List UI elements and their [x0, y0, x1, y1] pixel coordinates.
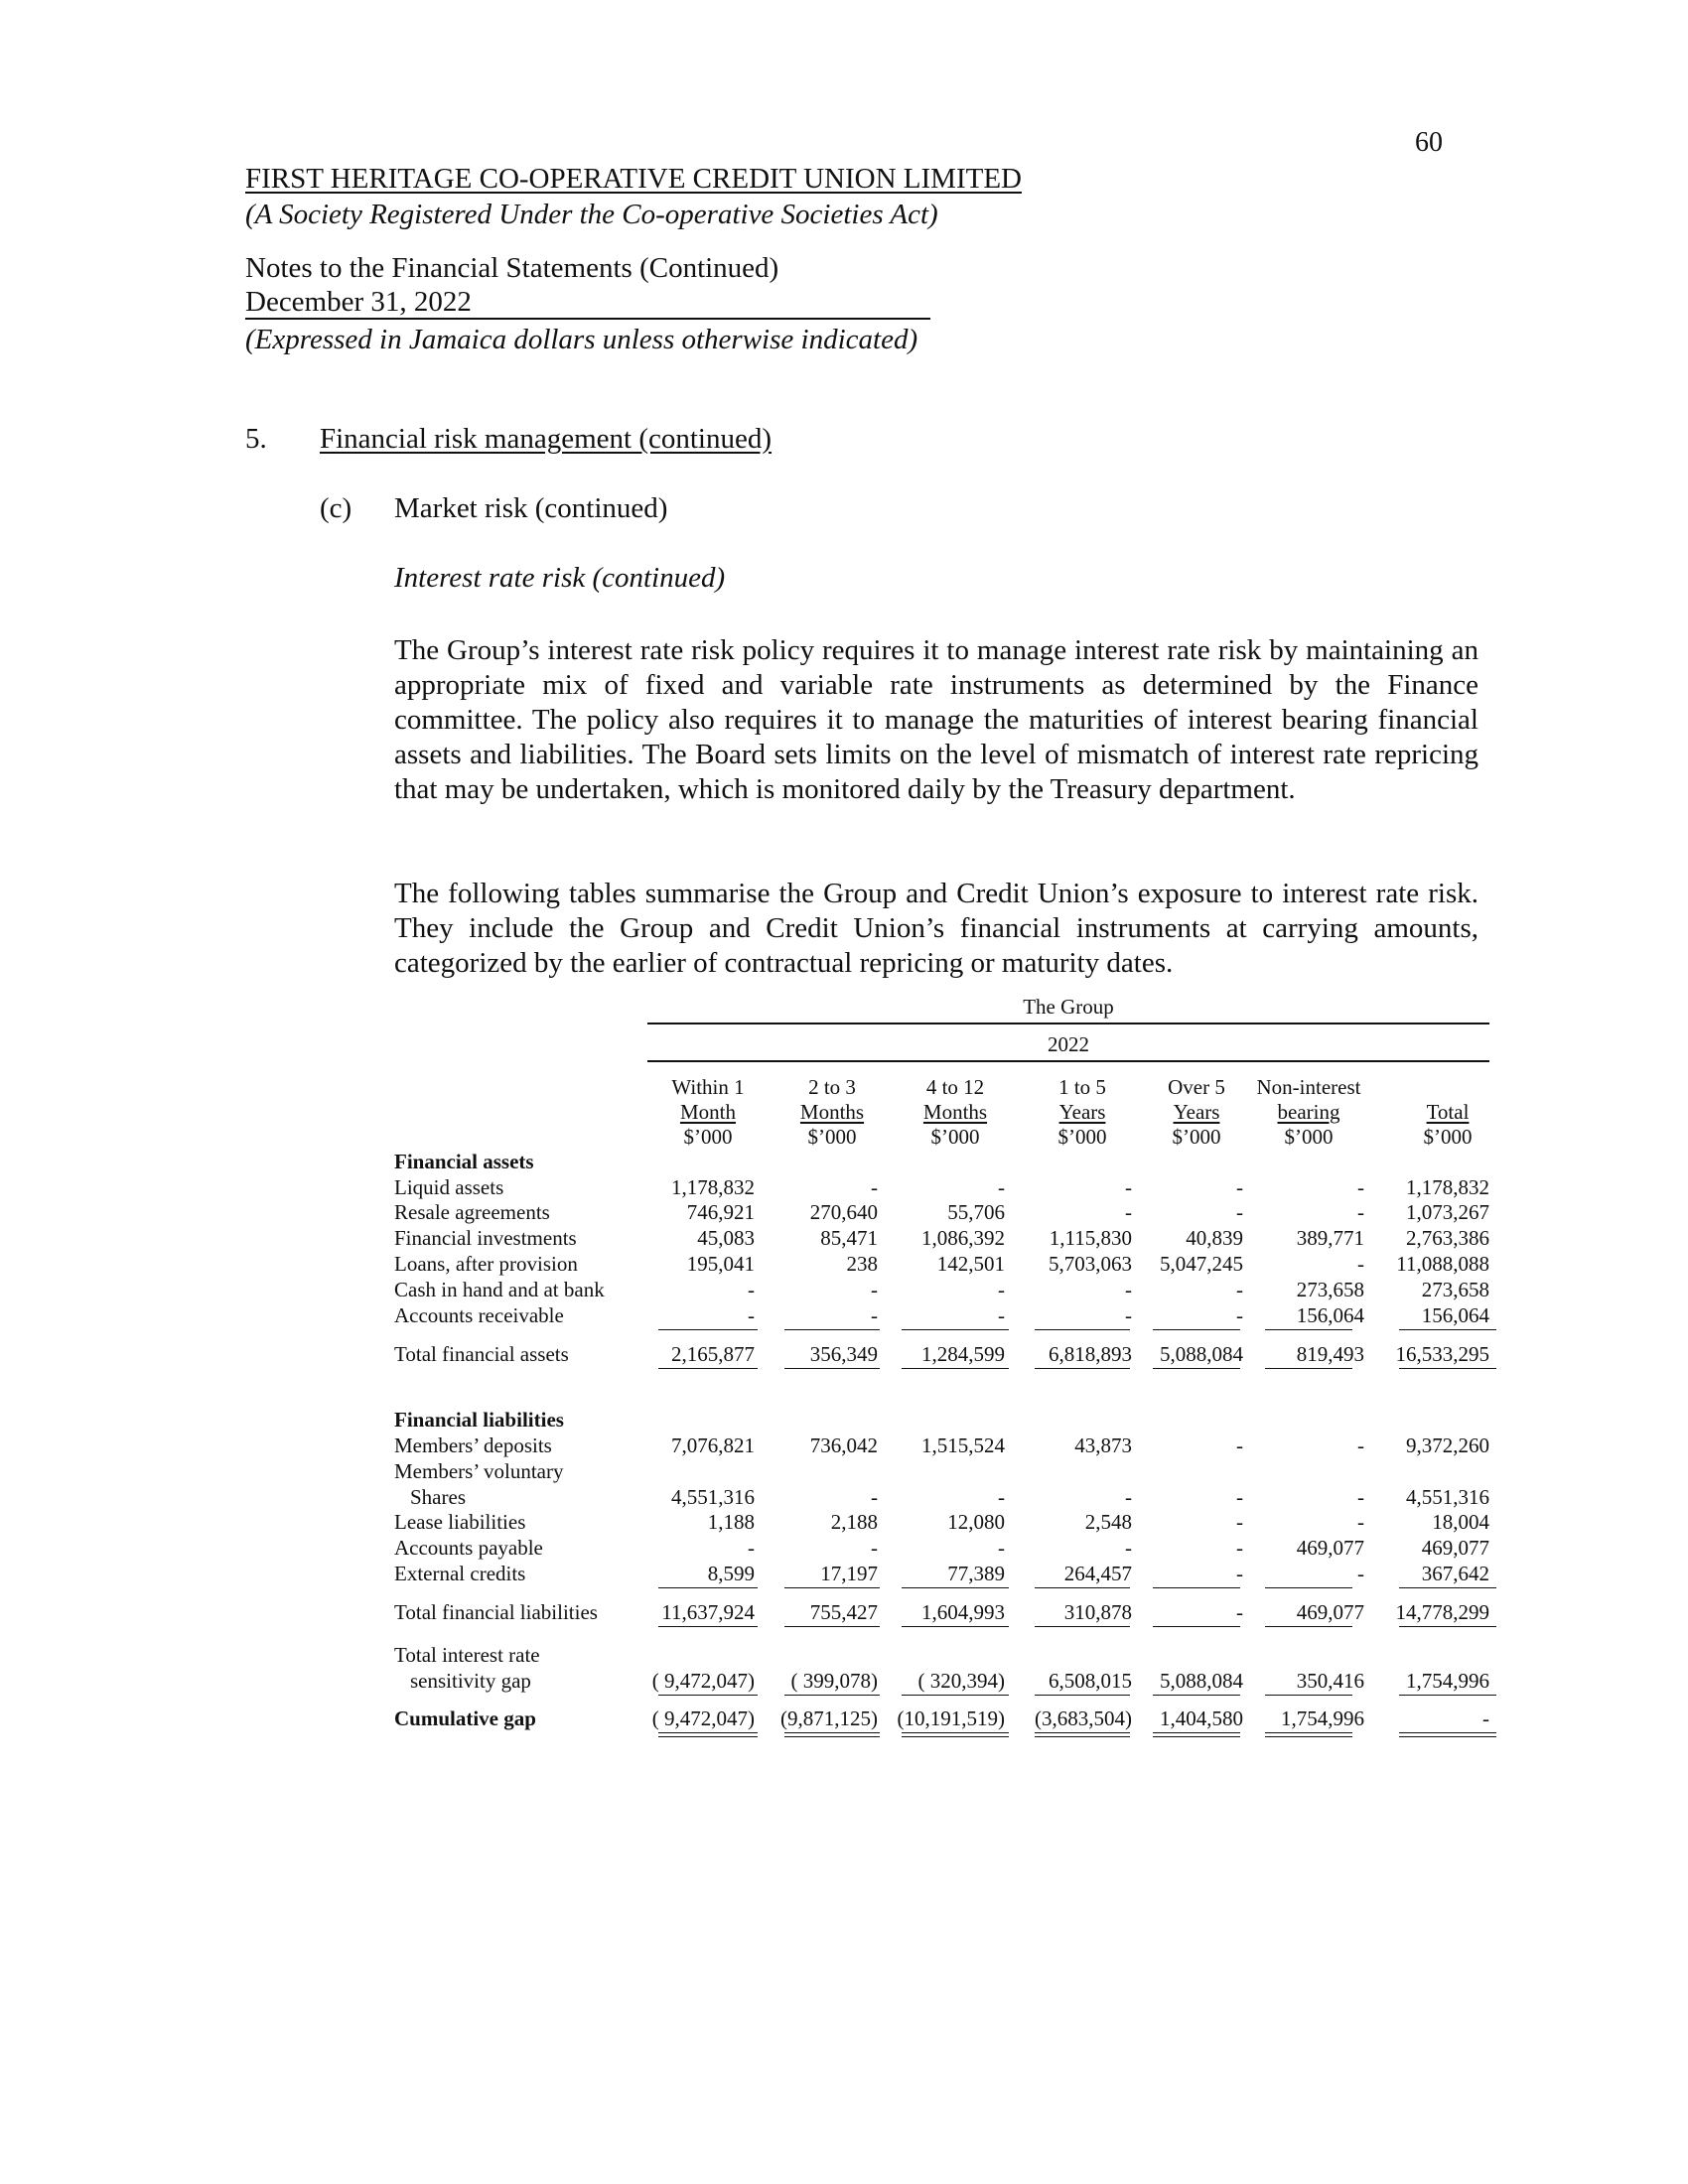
cumulative-gap-underline: [1035, 1732, 1130, 1733]
asset-row-col-5: -: [1236, 1175, 1243, 1199]
column-header-line1: 1 to 5: [1058, 1075, 1106, 1099]
total-assets-underline: [784, 1368, 880, 1369]
cumulative-gap-underline: [658, 1732, 758, 1733]
column-header-line1: Within 1: [671, 1075, 745, 1099]
asset-row-col-6: -: [1357, 1252, 1364, 1276]
liability-row-col-6: -: [1357, 1485, 1364, 1509]
gap-col-6: 350,416: [1296, 1669, 1364, 1693]
page-number: 60: [1415, 127, 1443, 158]
gap-underline: [1035, 1695, 1130, 1696]
liability-row-label: Lease liabilities: [394, 1510, 526, 1534]
liability-row-label: Shares: [410, 1485, 466, 1509]
liability-row-col-7: 4,551,316: [1406, 1485, 1489, 1509]
asset-row-col-6: 156,064: [1296, 1303, 1364, 1327]
asset-row-col-6: -: [1357, 1200, 1364, 1224]
column-header-line1: Non-interest: [1256, 1075, 1361, 1099]
cumulative-gap-underline: [1399, 1732, 1496, 1733]
total-liabilities-underline: [1265, 1626, 1352, 1627]
liability-row-col-2: 17,197: [820, 1562, 878, 1585]
liability-row-col-4: 43,873: [1074, 1433, 1132, 1457]
asset-row-col-3: -: [998, 1175, 1005, 1199]
liability-row-col-5: -: [1236, 1536, 1243, 1560]
tables-intro-paragraph: The following tables summarise the Group and Credit Union’s exposure to interest rate risk. They include the Group and Credit Union’s financial instruments at carrying amounts, categorized by the earlier of contractual repricing or maturity dates.: [394, 878, 1478, 979]
asset-row-col-6: 273,658: [1296, 1278, 1364, 1301]
liability-row-col-2: 736,042: [809, 1433, 878, 1457]
subsection-title: Market risk (continued): [394, 492, 668, 524]
liability-row-col-7: 469,077: [1421, 1536, 1489, 1560]
cumulative-gap-underline: [902, 1732, 1009, 1733]
year-rule: [647, 1060, 1489, 1062]
cumulative-gap-double-underline: [1035, 1736, 1130, 1737]
liability-row-col-3: -: [998, 1536, 1005, 1560]
cumulative-gap-double-underline: [784, 1736, 880, 1737]
asset-row-col-5: -: [1236, 1200, 1243, 1224]
liability-row-col-4: 2,548: [1084, 1510, 1132, 1534]
asset-row-col-6: -: [1357, 1175, 1364, 1199]
total-liabilities-underline: [658, 1626, 758, 1627]
liability-row-col-6: -: [1357, 1510, 1364, 1534]
asset-row-col-7: 1,178,832: [1406, 1175, 1489, 1199]
liability-row-col-1: -: [748, 1536, 755, 1560]
asset-row-col-2: -: [871, 1303, 878, 1327]
column-header-line2: Years: [1173, 1100, 1220, 1124]
liabilities-heading: Financial liabilities: [394, 1408, 564, 1432]
total-assets-col-5: 5,088,084: [1160, 1342, 1243, 1366]
total-liabilities-col-1: 11,637,924: [661, 1600, 755, 1624]
cumulative-gap-double-underline: [658, 1736, 758, 1737]
asset-row-col-7: 156,064: [1421, 1303, 1489, 1327]
liability-row-label: Members’ voluntary: [394, 1459, 564, 1483]
entity-rule: [647, 1023, 1489, 1024]
asset-row-label: Loans, after provision: [394, 1252, 578, 1276]
liabilities-subtotal-underline: [658, 1587, 758, 1588]
column-header-unit: $’000: [1172, 1125, 1221, 1149]
assets-subtotal-underline: [1265, 1329, 1352, 1330]
liability-row-col-4: -: [1125, 1485, 1132, 1509]
liability-row-col-6: -: [1357, 1433, 1364, 1457]
asset-row-col-7: 2,763,386: [1406, 1226, 1489, 1250]
column-header-unit: $’000: [930, 1125, 980, 1149]
assets-subtotal-underline: [784, 1329, 880, 1330]
asset-row-col-3: -: [998, 1303, 1005, 1327]
cumulative-gap-double-underline: [1399, 1736, 1496, 1737]
liability-row-col-3: 1,515,524: [921, 1433, 1005, 1457]
asset-row-label: Financial investments: [394, 1226, 577, 1250]
total-assets-underline: [1399, 1368, 1496, 1369]
cumulative-gap-double-underline: [1265, 1736, 1352, 1737]
gap-underline: [658, 1695, 758, 1696]
asset-row-col-3: 1,086,392: [921, 1226, 1005, 1250]
liabilities-subtotal-underline: [902, 1587, 1009, 1588]
total-liabilities-underline: [902, 1626, 1009, 1627]
column-header-unit: $’000: [1057, 1125, 1107, 1149]
asset-row-col-3: 55,706: [947, 1200, 1005, 1224]
gap-underline: [1265, 1695, 1352, 1696]
total-liabilities-col-2: 755,427: [809, 1600, 878, 1624]
liability-row-col-4: -: [1125, 1536, 1132, 1560]
asset-row-col-1: -: [748, 1303, 755, 1327]
column-header-unit: $’000: [1284, 1125, 1334, 1149]
column-header-line1: Over 5: [1168, 1075, 1225, 1099]
asset-row-col-5: -: [1236, 1278, 1243, 1301]
total-liabilities-label: Total financial liabilities: [394, 1600, 598, 1624]
total-liabilities-underline: [1399, 1626, 1496, 1627]
gap-label: sensitivity gap: [410, 1669, 531, 1693]
assets-heading: Financial assets: [394, 1150, 534, 1173]
subsection-letter: (c): [320, 492, 352, 524]
assets-subtotal-underline: [902, 1329, 1009, 1330]
total-assets-col-2: 356,349: [809, 1342, 878, 1366]
column-header-line2: Months: [799, 1100, 865, 1124]
cumulative-gap-underline: [1265, 1732, 1352, 1733]
asset-row-col-4: 1,115,830: [1049, 1226, 1132, 1250]
cumulative-gap-col-6: 1,754,996: [1281, 1706, 1364, 1730]
asset-row-col-2: 270,640: [809, 1200, 878, 1224]
liabilities-subtotal-underline: [784, 1587, 880, 1588]
gap-col-5: 5,088,084: [1160, 1669, 1243, 1693]
asset-row-col-2: -: [871, 1278, 878, 1301]
organization-name: FIRST HERITAGE CO-OPERATIVE CREDIT UNION LIMITED: [245, 163, 1022, 195]
asset-row-col-2: 238: [846, 1252, 878, 1276]
assets-subtotal-underline: [1035, 1329, 1130, 1330]
cumulative-gap-double-underline: [902, 1736, 1009, 1737]
asset-row-col-1: 45,083: [697, 1226, 755, 1250]
column-header-unit: $’000: [1423, 1125, 1473, 1149]
statement-date: December 31, 2022: [245, 286, 930, 320]
column-header-line1: 4 to 12: [925, 1075, 985, 1099]
cumulative-gap-col-7: -: [1482, 1706, 1489, 1730]
cumulative-gap-col-3: (10,191,519): [897, 1706, 1005, 1730]
liability-row-col-6: -: [1357, 1562, 1364, 1585]
liability-row-label: External credits: [394, 1562, 526, 1585]
asset-row-col-5: -: [1236, 1303, 1243, 1327]
liability-row-col-5: -: [1236, 1562, 1243, 1585]
total-assets-underline: [658, 1368, 758, 1369]
asset-row-col-2: -: [871, 1175, 878, 1199]
total-liabilities-underline: [1153, 1626, 1240, 1627]
asset-row-col-6: 389,771: [1296, 1226, 1364, 1250]
asset-row-col-7: 1,073,267: [1406, 1200, 1489, 1224]
table-entity-heading: The Group: [1023, 995, 1114, 1019]
asset-row-col-5: 40,839: [1186, 1226, 1243, 1250]
liability-row-col-3: 12,080: [947, 1510, 1005, 1534]
cumulative-gap-underline: [1153, 1732, 1240, 1733]
liability-row-col-2: 2,188: [830, 1510, 878, 1534]
liability-row-col-1: 7,076,821: [671, 1433, 755, 1457]
total-assets-col-1: 2,165,877: [671, 1342, 755, 1366]
liability-row-col-6: 469,077: [1296, 1536, 1364, 1560]
currency-note: (Expressed in Jamaica dollars unless otherwise indicated): [245, 324, 918, 355]
asset-row-col-4: -: [1125, 1278, 1132, 1301]
asset-row-col-5: 5,047,245: [1160, 1252, 1243, 1276]
total-assets-col-7: 16,533,295: [1395, 1342, 1489, 1366]
asset-row-label: Resale agreements: [394, 1200, 550, 1224]
total-liabilities-col-5: -: [1236, 1600, 1243, 1624]
column-header-line2: bearing: [1277, 1100, 1340, 1124]
liability-row-col-7: 9,372,260: [1406, 1433, 1489, 1457]
notes-title: Notes to the Financial Statements (Continued): [245, 252, 779, 284]
total-assets-underline: [1265, 1368, 1352, 1369]
asset-row-col-2: 85,471: [820, 1226, 878, 1250]
total-assets-underline: [902, 1368, 1009, 1369]
topic-heading: Interest rate risk (continued): [394, 562, 726, 594]
column-header-line2: Month: [679, 1100, 736, 1124]
liability-row-col-1: 1,188: [707, 1510, 755, 1534]
column-header-line2: Total: [1426, 1100, 1470, 1124]
total-liabilities-underline: [784, 1626, 880, 1627]
gap-col-3: ( 320,394): [917, 1669, 1005, 1693]
asset-row-col-4: 5,703,063: [1049, 1252, 1132, 1276]
asset-row-col-3: 142,501: [936, 1252, 1005, 1276]
cumulative-gap-double-underline: [1153, 1736, 1240, 1737]
asset-row-col-7: 273,658: [1421, 1278, 1489, 1301]
asset-row-col-4: -: [1125, 1200, 1132, 1224]
asset-row-label: Cash in hand and at bank: [394, 1278, 605, 1301]
gap-underline: [902, 1695, 1009, 1696]
section-title: Financial risk management (continued): [320, 423, 772, 455]
asset-row-label: Accounts receivable: [394, 1303, 564, 1327]
cumulative-gap-col-2: (9,871,125): [780, 1706, 878, 1730]
gap-col-1: ( 9,472,047): [651, 1669, 755, 1693]
asset-row-col-7: 11,088,088: [1396, 1252, 1489, 1276]
asset-row-col-4: -: [1125, 1175, 1132, 1199]
total-assets-underline: [1035, 1368, 1130, 1369]
total-liabilities-col-3: 1,604,993: [921, 1600, 1005, 1624]
liability-row-col-7: 18,004: [1432, 1510, 1489, 1534]
liability-row-label: Accounts payable: [394, 1536, 543, 1560]
assets-subtotal-underline: [1399, 1329, 1496, 1330]
asset-row-label: Liquid assets: [394, 1175, 504, 1199]
section-number: 5.: [245, 423, 267, 455]
cumulative-gap-col-4: (3,683,504): [1035, 1706, 1132, 1730]
total-assets-underline: [1153, 1368, 1240, 1369]
gap-underline: [1399, 1695, 1496, 1696]
assets-subtotal-underline: [1153, 1329, 1240, 1330]
liability-row-col-1: 8,599: [707, 1562, 755, 1585]
gap-underline: [1153, 1695, 1240, 1696]
asset-row-col-1: 1,178,832: [671, 1175, 755, 1199]
liabilities-subtotal-underline: [1035, 1587, 1130, 1588]
policy-paragraph: The Group’s interest rate risk policy requires it to manage interest rate risk by maintaining an appropriate mix of fixed and variable rate instruments as determined by the Finance committee. The policy also requires it to manage the maturities of interest bearing financial assets and liabilities. The Board sets limits on the level of mismatch of interest rate repricing that may be undertaken, which is monitored daily by the Treasury department.: [394, 634, 1478, 805]
assets-subtotal-underline: [658, 1329, 758, 1330]
column-header-line2: Years: [1058, 1100, 1106, 1124]
liability-row-col-3: -: [998, 1485, 1005, 1509]
liability-row-col-5: -: [1236, 1485, 1243, 1509]
total-assets-col-4: 6,818,893: [1049, 1342, 1132, 1366]
gap-col-4: 6,508,015: [1049, 1669, 1132, 1693]
cumulative-gap-col-1: ( 9,472,047): [651, 1706, 755, 1730]
asset-row-col-3: -: [998, 1278, 1005, 1301]
asset-row-col-1: -: [748, 1278, 755, 1301]
total-liabilities-underline: [1035, 1626, 1130, 1627]
liability-row-col-5: -: [1236, 1433, 1243, 1457]
gap-col-2: ( 399,078): [790, 1669, 878, 1693]
column-header-unit: $’000: [807, 1125, 857, 1149]
asset-row-col-4: -: [1125, 1303, 1132, 1327]
cumulative-gap-label: Cumulative gap: [394, 1706, 536, 1730]
gap-label-line1: Total interest rate: [394, 1643, 540, 1667]
column-header-line1: 2 to 3: [808, 1075, 856, 1099]
total-assets-col-3: 1,284,599: [921, 1342, 1005, 1366]
asset-row-col-1: 195,041: [686, 1252, 755, 1276]
liabilities-subtotal-underline: [1399, 1587, 1496, 1588]
liability-row-col-3: 77,389: [947, 1562, 1005, 1585]
liability-row-col-5: -: [1236, 1510, 1243, 1534]
liability-row-col-2: -: [871, 1485, 878, 1509]
cumulative-gap-col-5: 1,404,580: [1160, 1706, 1243, 1730]
liability-row-label: Members’ deposits: [394, 1433, 552, 1457]
cumulative-gap-underline: [784, 1732, 880, 1733]
liability-row-col-7: 367,642: [1421, 1562, 1489, 1585]
column-header-unit: $’000: [683, 1125, 733, 1149]
total-liabilities-col-7: 14,778,299: [1395, 1600, 1489, 1624]
liabilities-subtotal-underline: [1153, 1587, 1240, 1588]
gap-underline: [784, 1695, 880, 1696]
column-header-line2: Months: [922, 1100, 988, 1124]
gap-col-7: 1,754,996: [1406, 1669, 1489, 1693]
liability-row-col-4: 264,457: [1063, 1562, 1132, 1585]
total-liabilities-col-4: 310,878: [1063, 1600, 1132, 1624]
total-assets-label: Total financial assets: [394, 1342, 569, 1366]
liabilities-subtotal-underline: [1265, 1587, 1352, 1588]
total-assets-col-6: 819,493: [1296, 1342, 1364, 1366]
liability-row-col-2: -: [871, 1536, 878, 1560]
liability-row-col-1: 4,551,316: [671, 1485, 755, 1509]
total-liabilities-col-6: 469,077: [1296, 1600, 1364, 1624]
table-year-heading: 2022: [1048, 1032, 1089, 1056]
asset-row-col-1: 746,921: [686, 1200, 755, 1224]
organization-subtitle: (A Society Registered Under the Co-operative Societies Act): [245, 199, 938, 230]
